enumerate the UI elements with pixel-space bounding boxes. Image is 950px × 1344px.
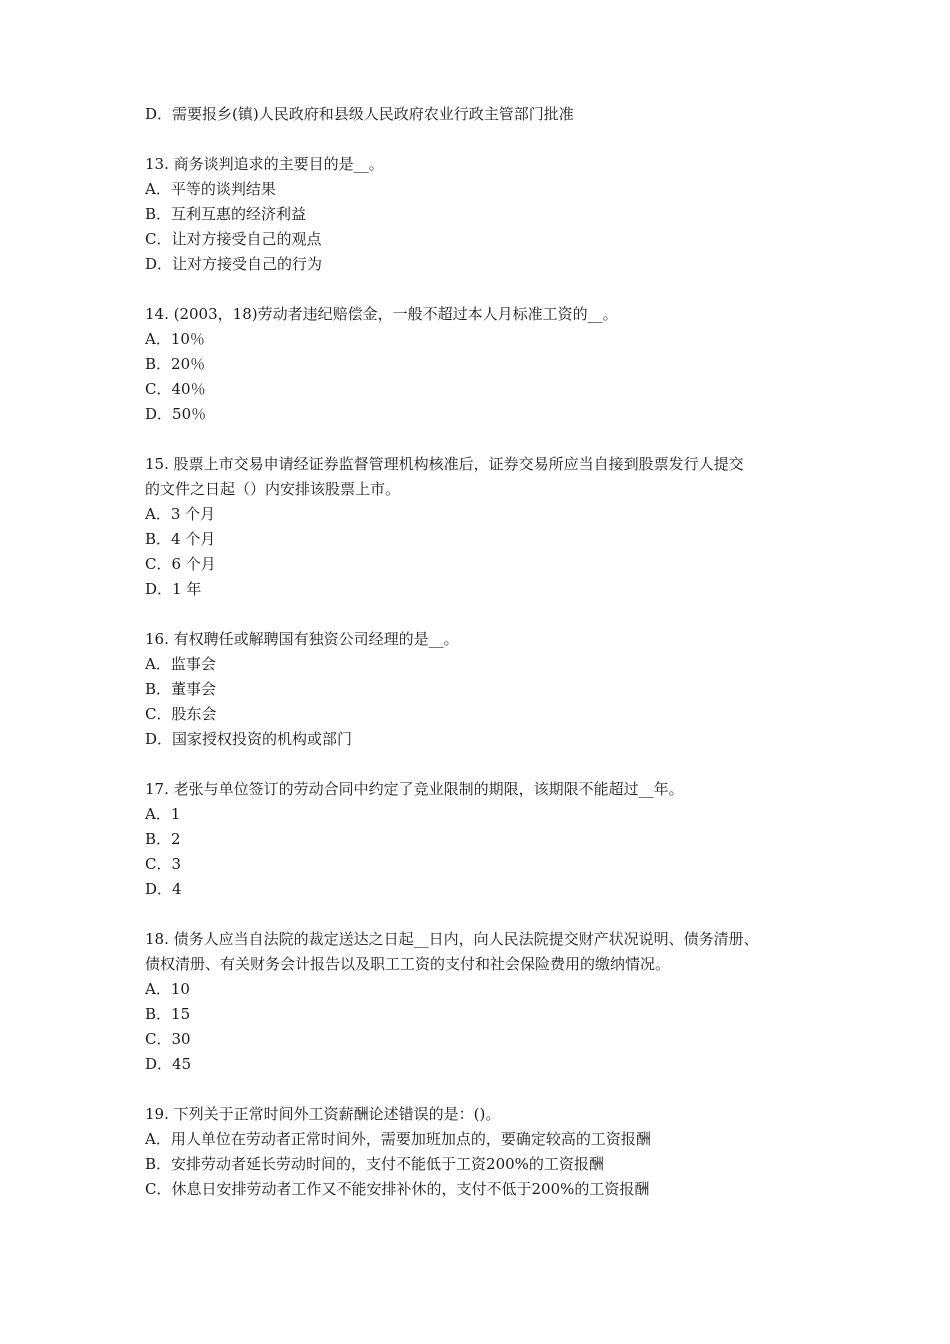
option-c: C．30 xyxy=(145,1030,191,1048)
option-c: C．让对方接受自己的观点 xyxy=(145,230,322,248)
question-stem-line-1: 18. 债务人应当自法院的裁定送达之日起__日内，向人民法院提交财产状况说明、债务清册、 xyxy=(145,930,759,948)
option-b: B．2 xyxy=(145,830,181,848)
option-b: B．互利互惠的经济利益 xyxy=(145,205,307,223)
option-b: B．董事会 xyxy=(145,680,217,698)
question-stem-line-1: 15. 股票上市交易申请经证券监督管理机构核准后，证券交易所应当自接到股票发行人提交 xyxy=(145,455,744,473)
question-19 xyxy=(145,1102,825,1202)
question-14 xyxy=(145,302,825,427)
question-stem: 13. 商务谈判追求的主要目的是__。 xyxy=(145,155,384,173)
question-18 xyxy=(145,927,825,1077)
option-d: D．国家授权投资的机构或部门 xyxy=(145,730,353,748)
question-17 xyxy=(145,777,825,902)
question-16 xyxy=(145,627,825,752)
option-d: D．50％ xyxy=(145,405,207,423)
option-a: A．10％ xyxy=(145,330,205,348)
question-15 xyxy=(145,452,825,602)
option-b: B．安排劳动者延长劳动时间的，支付不能低于工资200%的工资报酬 xyxy=(145,1155,604,1173)
question-stem-line-2: 的文件之日起（）内安排该股票上市。 xyxy=(145,480,401,498)
option-c: C．40％ xyxy=(145,380,206,398)
question-stem: 17. 老张与单位签订的劳动合同中约定了竞业限制的期限，该期限不能超过__年。 xyxy=(145,780,684,798)
option-c: C．股东会 xyxy=(145,705,217,723)
question-13 xyxy=(145,152,825,277)
question-stem-line-2: 债权清册、有关财务会计报告以及职工工资的支付和社会保险费用的缴纳情况。 xyxy=(145,955,671,973)
option-a: A．监事会 xyxy=(145,655,216,673)
question-stem: 14. (2003，18)劳动者违纪赔偿金，一般不超过本人月标准工资的__。 xyxy=(145,305,618,323)
option-d: D．4 xyxy=(145,880,182,898)
option-a: A．用人单位在劳动者正常时间外，需要加班加点的，要确定较高的工资报酬 xyxy=(145,1130,651,1148)
question-stem: 19. 下列关于正常时间外工资薪酬论述错误的是：()。 xyxy=(145,1105,501,1123)
option-a: A．平等的谈判结果 xyxy=(145,180,276,198)
option-d: D．45 xyxy=(145,1055,192,1073)
document-page xyxy=(145,102,825,1202)
option-b: B．20％ xyxy=(145,355,206,373)
option-a: A．1 xyxy=(145,805,181,823)
option-c: C．6 个月 xyxy=(145,555,216,573)
option-d: D．让对方接受自己的行为 xyxy=(145,255,323,273)
option-d: D．1 年 xyxy=(145,580,202,598)
question-stem: 16. 有权聘任或解聘国有独资公司经理的是__。 xyxy=(145,630,459,648)
option-c: C．3 xyxy=(145,855,182,873)
option-line: D．需要报乡(镇)人民政府和县级人民政府农业行政主管部门批准 xyxy=(145,105,574,123)
option-a: A．10 xyxy=(145,980,190,998)
option-b: B．4 个月 xyxy=(145,530,216,548)
option-b: B．15 xyxy=(145,1005,191,1023)
option-c: C．休息日安排劳动者工作又不能安排补休的，支付不低于200%的工资报酬 xyxy=(145,1180,650,1198)
option-a: A．3 个月 xyxy=(145,505,216,523)
